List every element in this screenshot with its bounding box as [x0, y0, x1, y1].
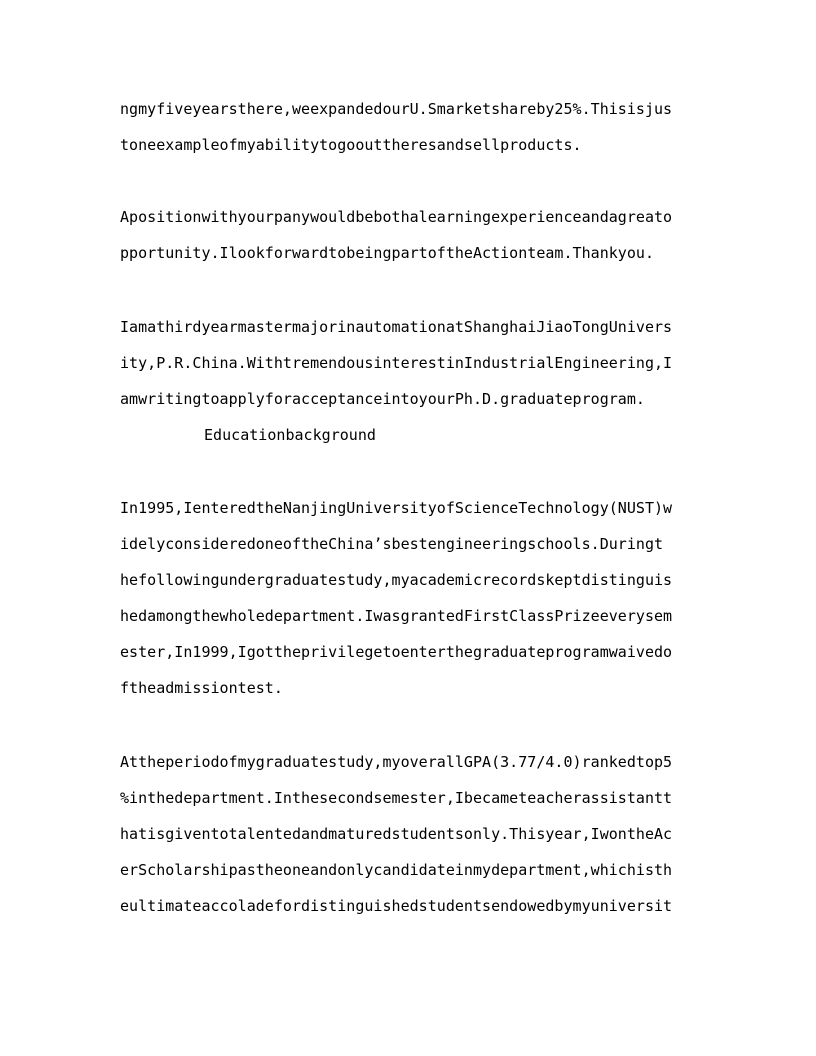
text-line: toneexampleofmyabilitytogoouttheresandsellproducts.: [120, 136, 582, 154]
section-heading: Educationbackground: [204, 426, 376, 444]
text-line: amwritingtoapplyforacceptanceintoyourPh.D.graduateprogram.: [120, 390, 645, 408]
text-line: %inthedepartment.Inthesecondsemester,Ibecameteacherassistantt: [120, 789, 673, 807]
text-line: Attheperiodofmygraduatestudy,myoverallGPA(3.77/4.0)rankedtop5: [120, 753, 673, 771]
text-line: erScholarshipastheoneandonlycandidateinmydepartment,whichisth: [120, 861, 673, 879]
text-line: hatisgiventotalentedandmaturedstudentsonly.Thisyear,IwontheAc: [120, 825, 673, 843]
text-line: hedamongthewholedepartment.IwasgrantedFirstClassPrizeeverysem: [120, 607, 673, 625]
text-line: ngmyfiveyearsthere,weexpandedourU.Smarketshareby25%.Thisisjus: [120, 100, 673, 118]
text-line: ity,P.R.China.WithtremendousinterestinIndustrialEngineering,I: [120, 354, 673, 372]
text-line: pportunity.IlookforwardtobeingpartoftheActionteam.Thankyou.: [120, 244, 654, 262]
text-line: hefollowingundergraduatestudy,myacademicrecordskeptdistinguis: [120, 571, 673, 589]
text-line: idelyconsideredoneoftheChina’sbestengineeringschools.Duringt: [120, 535, 664, 553]
text-line: In1995,IenteredtheNanjingUniversityofScienceTechnology(NUST)w: [120, 499, 673, 517]
text-line: IamathirdyearmastermajorinautomationatShanghaiJiaoTongUnivers: [120, 318, 673, 336]
text-line: ftheadmissiontest.: [120, 679, 283, 697]
text-line: Apositionwithyourpanywouldbebothalearningexperienceandagreato: [120, 208, 673, 226]
text-line: ester,In1999,Igottheprivilegetoenterthegraduateprogramwaivedo: [120, 643, 673, 661]
text-line: eultimateaccoladefordistinguishedstudentsendowedbymyuniversit: [120, 897, 673, 915]
